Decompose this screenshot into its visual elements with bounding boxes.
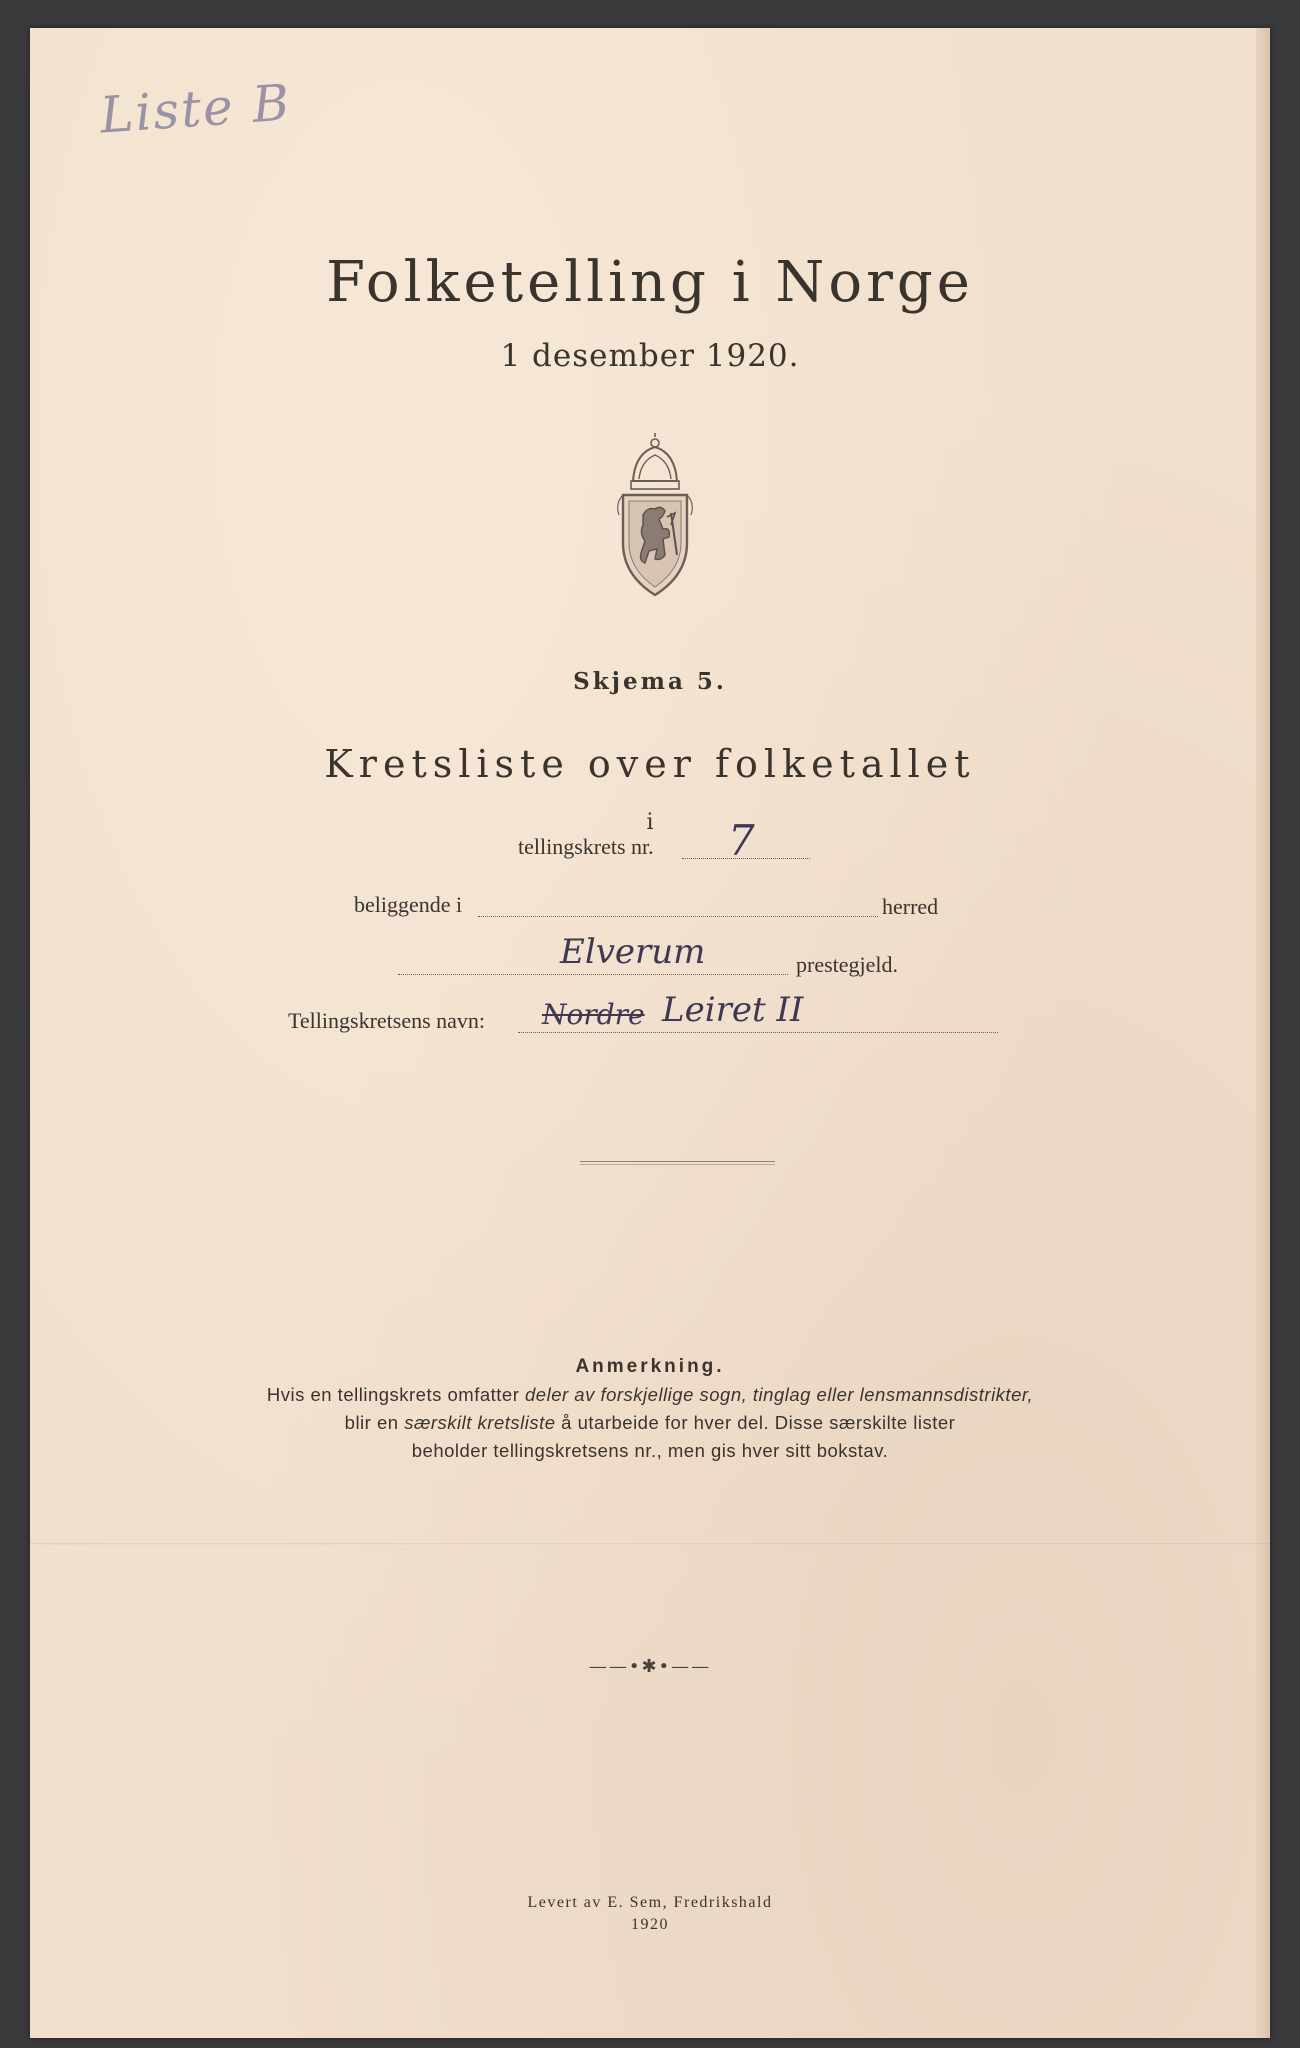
herred-line [478, 916, 878, 917]
printer-year: 1920 [631, 1916, 669, 1933]
prestegjeld-line [398, 974, 788, 975]
census-form-page [30, 28, 1270, 2038]
paper-edge [1256, 28, 1270, 2038]
pencil-annotation: Liste B [98, 73, 293, 145]
kretsnavn-struck: Nordre [542, 998, 645, 1031]
form-title: Folketelling i Norge [326, 250, 974, 315]
note-title: Anmerkning. [575, 1356, 725, 1377]
prestegjeld-label: prestegjeld. [796, 952, 899, 977]
printer-credit: Levert av E. Sem, Fredrikshald [527, 1894, 773, 1911]
kretsnavn-value: Leiret II [662, 990, 804, 1030]
note-line-2: blir en særskilt kretsliste å utarbeide for hver del. Disse særskilte lister [344, 1412, 956, 1433]
separator-rule [580, 1161, 775, 1165]
schema-number: Skjema 5. [573, 668, 727, 695]
note-line-1: Hvis en tellingskrets omfatter deler av forskjellige sogn, tinglag eller lensmannsdistrikter, [266, 1384, 1034, 1405]
form-date: 1 desember 1920. [500, 338, 800, 374]
kretsnavn-label: Tellingskretsens navn: [288, 1008, 486, 1033]
form-heading: Kretsliste over folketallet [324, 742, 976, 786]
tellingskrets-value: 7 [728, 816, 755, 865]
kretsnavn-line [518, 1032, 998, 1033]
paper-fold [30, 1543, 1270, 1546]
beliggende-label: beliggende i [354, 892, 463, 917]
prestegjeld-value: Elverum [560, 932, 706, 972]
tellingskrets-label: tellingskrets nr. [518, 834, 654, 859]
note-line-3: beholder tellingskretsens nr., men gis hver sitt bokstav. [411, 1440, 889, 1461]
connector-i: i [646, 810, 654, 835]
coat-of-arms-icon [605, 433, 705, 598]
herred-label: herred [882, 894, 939, 919]
ornament-divider: ——•✱•—— [588, 1656, 712, 1677]
